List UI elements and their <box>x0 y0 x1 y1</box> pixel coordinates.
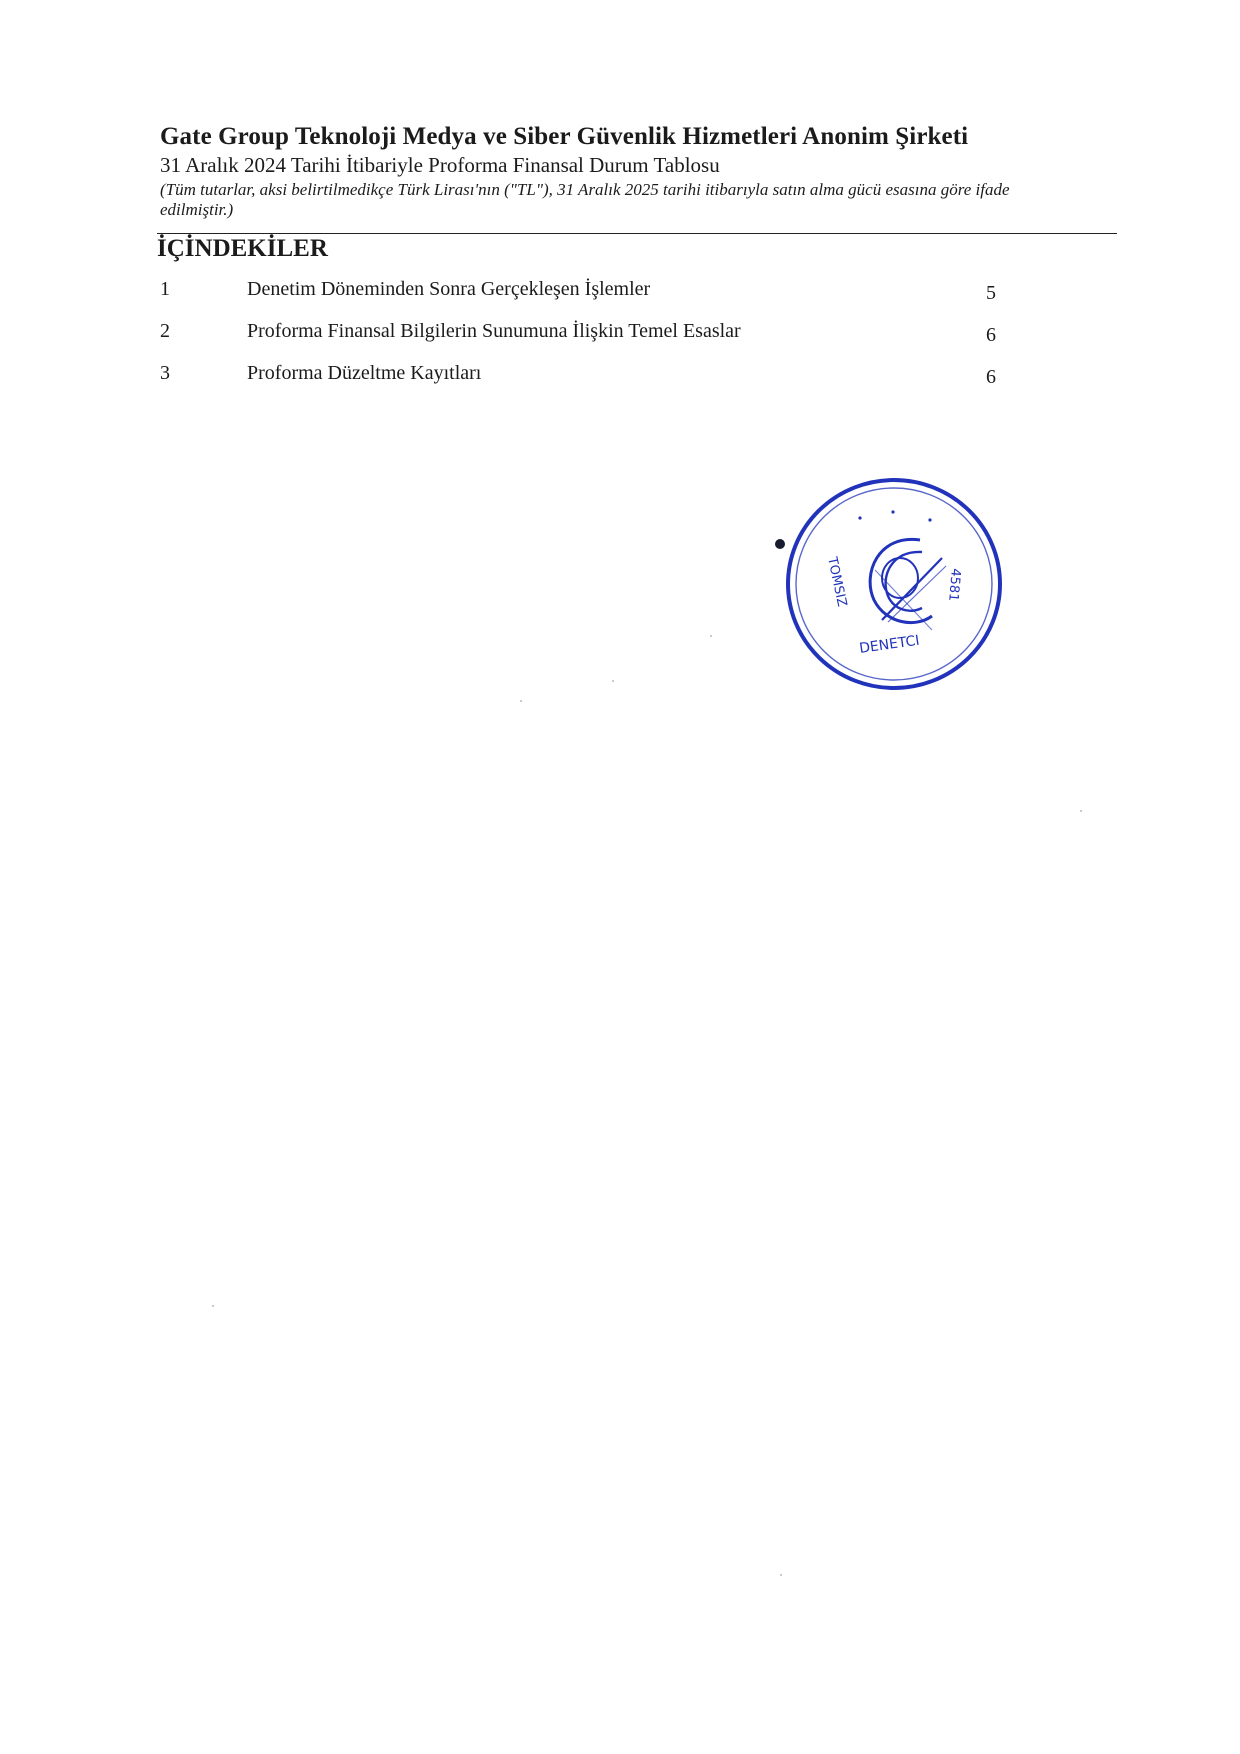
scan-speck <box>1080 810 1082 812</box>
toc-heading: İÇİNDEKİLER <box>157 235 328 262</box>
document-header <box>160 122 1120 220</box>
stamp-text-bottom: DENETCI <box>858 632 921 657</box>
toc-item-title: Proforma Düzeltme Kayıtları <box>247 362 482 384</box>
toc-item-title: Denetim Döneminden Sonra Gerçekleşen İşlemler <box>247 278 651 300</box>
table-of-contents <box>160 276 1010 402</box>
scan-speck <box>520 700 522 702</box>
document-subtitle: 31 Aralık 2024 Tarihi İtibariyle Proforma Finansal Durum Tablosu <box>160 153 720 177</box>
toc-item <box>160 276 1010 318</box>
stamp-text-right: 4581 <box>945 567 963 602</box>
auditor-seal-stamp <box>770 470 1010 700</box>
toc-item <box>160 360 1010 402</box>
scan-speck <box>612 680 614 682</box>
currency-note: (Tüm tutarlar, aksi belirtilmedikçe Türk Lirası'nın ("TL"), 31 Aralık 2025 tarihi itibarıyla satın alma gücü esasına göre ifade edilmiştir.) <box>160 180 1010 219</box>
toc-item-number: 2 <box>160 320 170 342</box>
toc-item-title: Proforma Finansal Bilgilerin Sunumuna İlişkin Temel Esaslar <box>247 320 741 342</box>
scan-speck <box>710 635 712 637</box>
toc-item-page: 5 <box>986 282 996 304</box>
stamp-text-left: TOMSIZ <box>824 555 850 609</box>
scan-speck <box>780 1574 782 1576</box>
toc-item <box>160 318 1010 360</box>
toc-item-number: 3 <box>160 362 170 384</box>
toc-item-number: 1 <box>160 278 170 300</box>
scan-speck <box>212 1305 214 1307</box>
toc-item-page: 6 <box>986 366 996 388</box>
company-name: Gate Group Teknoloji Medya ve Siber Güvenlik Hizmetleri Anonim Şirketi <box>160 123 969 150</box>
toc-item-page: 6 <box>986 324 996 346</box>
